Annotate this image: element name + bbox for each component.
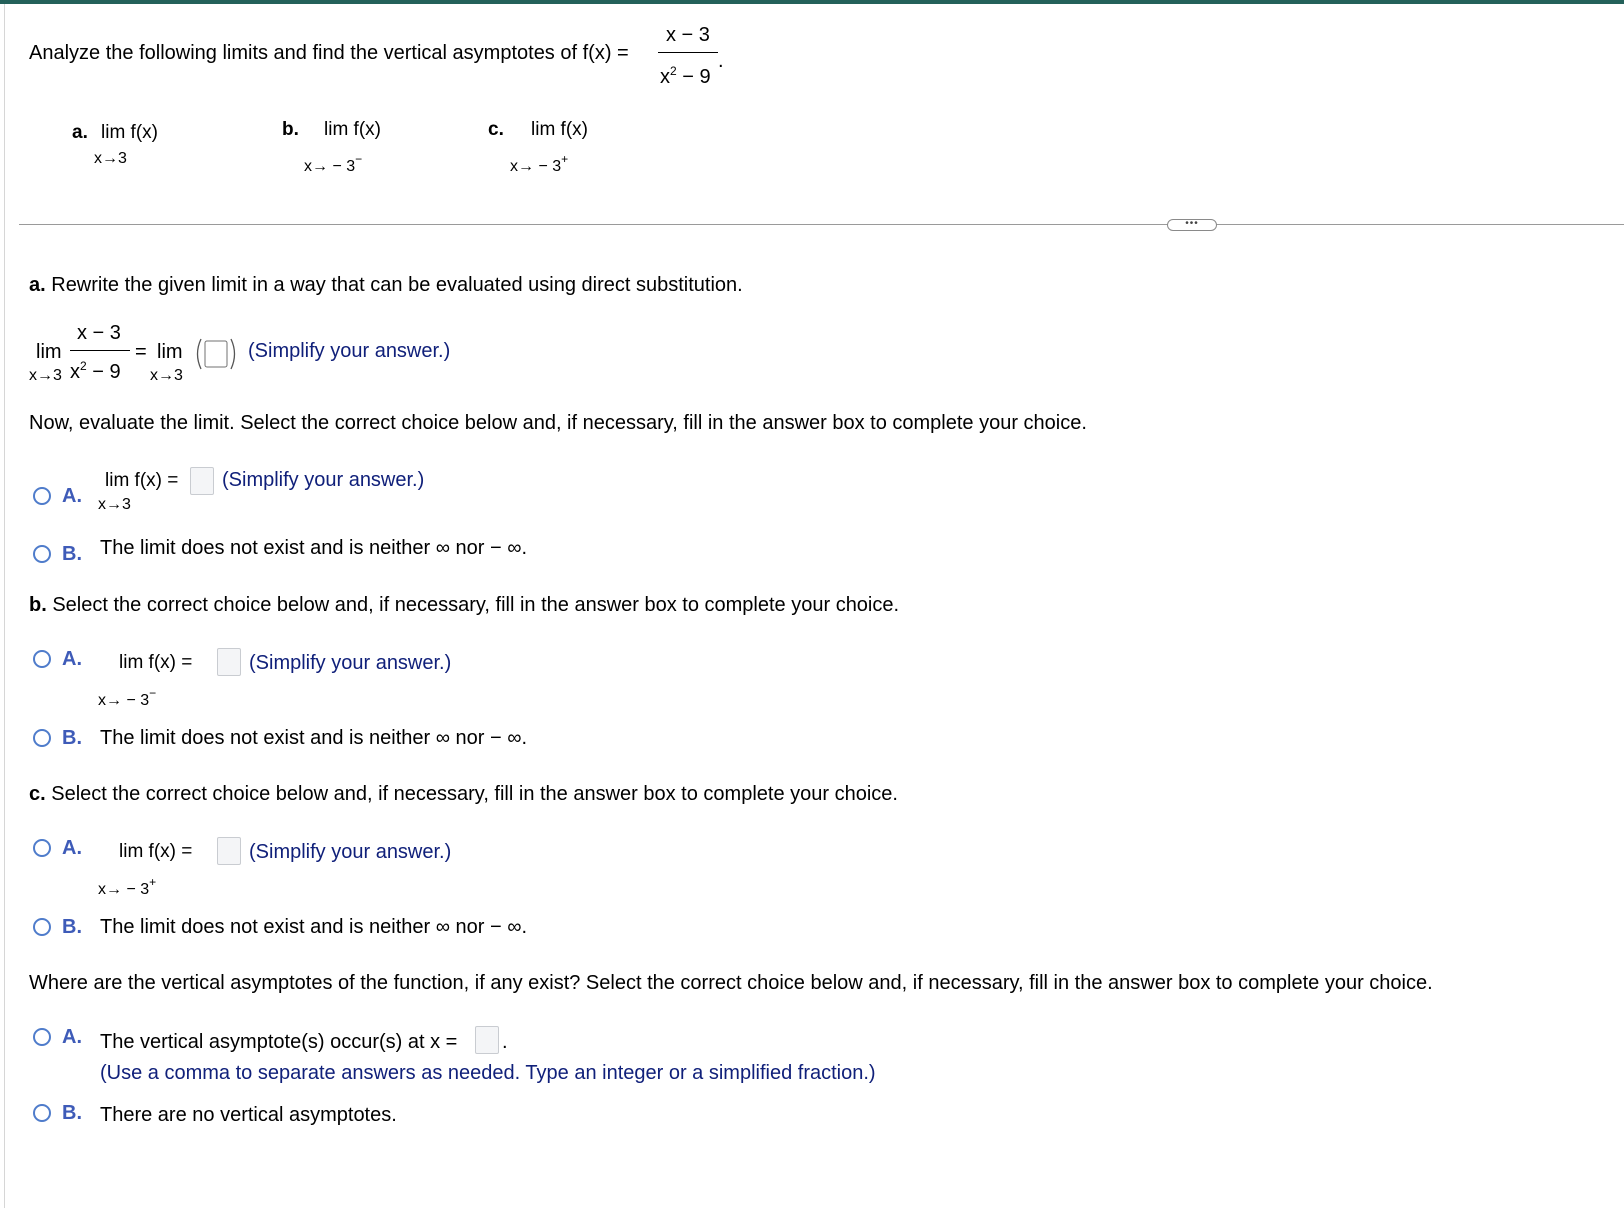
asymptotes-choice-a-hint: (Use a comma to separate answers as needed. Type an integer or a simplified fraction.) <box>100 1062 876 1084</box>
part-c-choice-a-hint: (Simplify your answer.) <box>249 841 452 863</box>
part-c-instruction: c. Select the correct choice below and, if necessary, fill in the answer box to complete your choice. <box>29 783 898 805</box>
part-b-choice-a-radio[interactable] <box>33 650 51 668</box>
overview-b-letter: b. <box>282 119 299 140</box>
part-a-equals: = <box>135 341 147 363</box>
part-a-fraction-denominator: $x^2 - 9$ <box>70 359 121 383</box>
part-b-choice-b-text: The limit does not exist and is neither ∞ nor − ∞. <box>100 727 528 749</box>
part-a-choice-b-text: The limit does not exist and is neither ∞ nor − ∞. <box>100 537 528 559</box>
part-b-choice-a-letter: A. <box>62 648 82 670</box>
more-options-button[interactable]: ••• <box>1167 219 1217 231</box>
section-divider <box>19 224 1624 225</box>
part-a-choice-b-radio[interactable] <box>33 545 51 563</box>
part-b-choice-a-sub: x→ − 3− <box>98 686 157 709</box>
part-b-instruction: b. Select the correct choice below and, if necessary, fill in the answer box to complete your choice. <box>29 594 900 616</box>
overview-c-sub: x→ − 3+ <box>510 152 569 175</box>
header-fraction-denominator: $x^2 - 9$ <box>660 64 711 88</box>
part-b-choice-b-letter: B. <box>62 727 82 749</box>
part-a-lim2: lim <box>157 341 183 363</box>
part-b-choice-a-hint: (Simplify your answer.) <box>249 652 452 674</box>
part-c-choice-a-expr: lim f(x) = <box>119 841 193 862</box>
asymptotes-choice-b-text: There are no vertical asymptotes. <box>100 1104 397 1126</box>
overview-a-letter: a. <box>72 122 88 143</box>
overview-c-lim: lim f(x) <box>531 119 588 140</box>
asymptotes-prompt: Where are the vertical asymptotes of the function, if any exist? Select the correct choice below and, if necessary, fill in the answer box to complete your choice. <box>29 972 1433 994</box>
part-a-lim-sub: x→3 <box>29 367 62 384</box>
asymptotes-choice-b-radio[interactable] <box>33 1104 51 1122</box>
part-c-choice-b-letter: B. <box>62 916 82 938</box>
part-a-choice-a-answer-box[interactable] <box>190 467 214 495</box>
part-a-instruction: a. Rewrite the given limit in a way that can be evaluated using direct substitution. <box>29 274 743 296</box>
part-b-choice-b-radio[interactable] <box>33 729 51 747</box>
header-fraction-numerator: x − 3 <box>666 24 710 46</box>
asymptotes-choice-a-answer-box[interactable] <box>475 1026 499 1054</box>
part-a-choice-a-expr: lim f(x) = <box>105 470 179 491</box>
asymptotes-choice-a-text: The vertical asymptote(s) occur(s) at x = <box>100 1031 458 1053</box>
header-fraction-bar <box>658 52 718 53</box>
part-a-choice-a-radio[interactable] <box>33 487 51 505</box>
asymptotes-choice-a-period: . <box>502 1031 508 1053</box>
part-a-fraction-numerator: x − 3 <box>77 322 121 344</box>
overview-a-lim: lim f(x) <box>101 122 158 143</box>
part-c-choice-a-sub: x→ − 3+ <box>98 875 157 898</box>
part-a-evaluate-prompt: Now, evaluate the limit. Select the correct choice below and, if necessary, fill in the answer box to complete your choice. <box>29 412 1087 434</box>
part-a-choice-b-letter: B. <box>62 543 82 565</box>
intro-text: Analyze the following limits and find the vertical asymptotes of f(x) = <box>29 42 629 64</box>
asymptotes-choice-b-letter: B. <box>62 1102 82 1124</box>
overview-b-lim: lim f(x) <box>324 119 381 140</box>
top-accent-bar <box>0 0 1624 4</box>
part-a-hint: (Simplify your answer.) <box>248 340 451 362</box>
part-a-lim: lim <box>36 341 62 363</box>
part-a-expression-input[interactable] <box>193 337 241 371</box>
part-c-choice-a-radio[interactable] <box>33 839 51 857</box>
part-b-choice-a-answer-box[interactable] <box>217 648 241 676</box>
part-a-choice-a-hint: (Simplify your answer.) <box>222 469 425 491</box>
part-a-choice-a-sub: x→3 <box>98 496 131 513</box>
part-a-choice-a-letter: A. <box>62 485 82 507</box>
part-c-choice-a-answer-box[interactable] <box>217 837 241 865</box>
overview-c-letter: c. <box>488 119 504 140</box>
part-c-choice-b-text: The limit does not exist and is neither ∞ nor − ∞. <box>100 916 528 938</box>
part-b-choice-a-expr: lim f(x) = <box>119 652 193 673</box>
header-period: . <box>718 50 724 72</box>
part-a-fraction-bar <box>70 350 130 351</box>
overview-a-sub: x→3 <box>94 150 127 167</box>
left-border <box>4 4 5 1208</box>
part-c-choice-b-radio[interactable] <box>33 918 51 936</box>
part-a-lim2-sub: x→3 <box>150 367 183 384</box>
part-c-choice-a-letter: A. <box>62 837 82 859</box>
asymptotes-choice-a-radio[interactable] <box>33 1028 51 1046</box>
asymptotes-choice-a-letter: A. <box>62 1026 82 1048</box>
overview-b-sub: x→ − 3− <box>304 152 363 175</box>
